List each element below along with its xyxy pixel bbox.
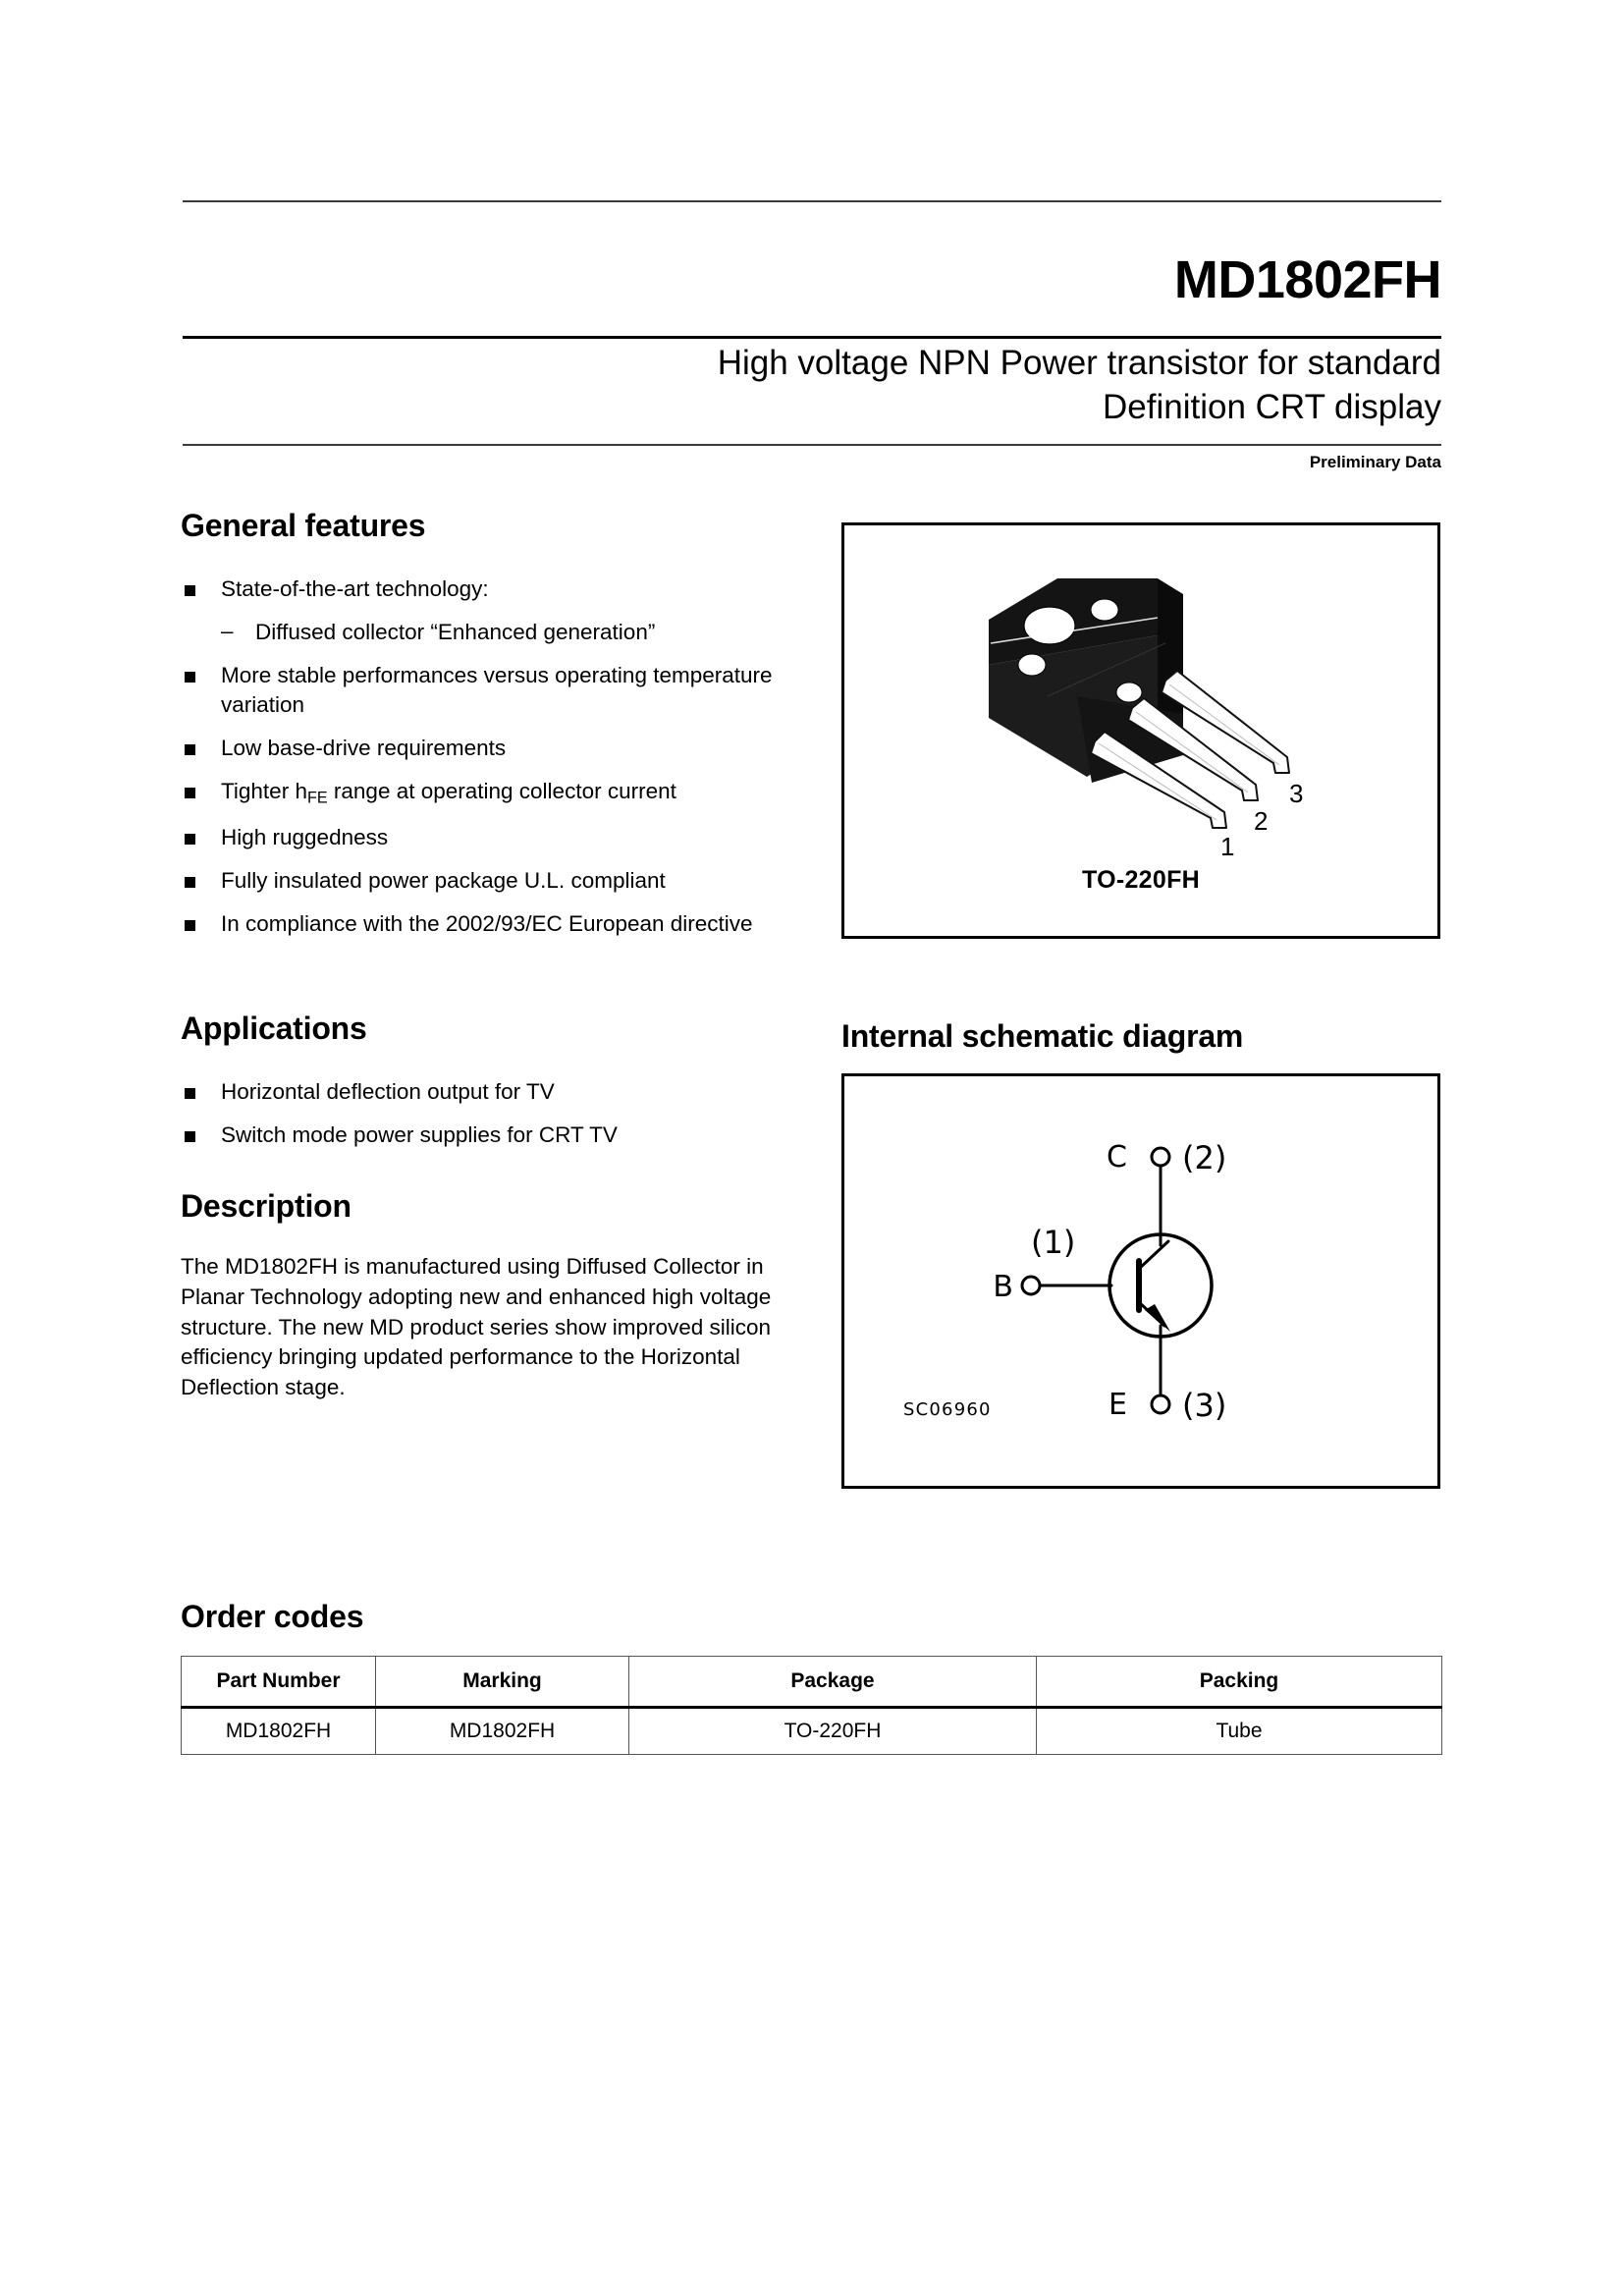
feature-sub-item: [181, 618, 809, 647]
pin-number-3: 3: [1289, 779, 1304, 808]
table-row: [182, 1708, 1442, 1755]
header-rule-middle: [183, 336, 1441, 339]
application-label: Switch mode power supplies for CRT TV: [221, 1121, 618, 1147]
subtitle-line-1: High voltage NPN Power transistor for standard: [717, 344, 1441, 382]
general-features-heading: General features: [181, 508, 426, 543]
table-header-row: [182, 1657, 1442, 1708]
order-codes-table: [181, 1656, 1442, 1755]
description-heading: Description: [181, 1188, 351, 1224]
npn-transistor-schematic: [844, 1076, 1437, 1486]
subtitle-line-2: Definition CRT display: [1103, 387, 1441, 426]
cell-part-number: MD1802FH: [182, 1708, 376, 1755]
application-item: [181, 1121, 809, 1150]
feature-label: Low base-drive requirements: [221, 735, 507, 760]
header-rule-bottom: [183, 444, 1441, 446]
package-figure-box: [841, 522, 1440, 939]
internal-schematic-heading: Internal schematic diagram: [841, 1018, 1244, 1054]
column-header-package: Package: [629, 1657, 1037, 1708]
package-caption: TO-220FH: [1081, 866, 1201, 894]
description-paragraph: The MD1802FH is manufactured using Diffused Collector in Planar Technology adopting new and enhanced high voltage structure. The new MD product series show improved silicon efficiency bringing updated performance to the Horizontal Deflection stage.: [181, 1254, 772, 1400]
pin-number-1: 1: [1220, 832, 1235, 861]
feature-label: High ruggedness: [221, 824, 389, 849]
feature-item-hfe: [181, 777, 809, 809]
feature-item: [181, 661, 809, 720]
column-header-part-number: Part Number: [182, 1657, 376, 1708]
feature-label: State-of-the-art technology:: [221, 576, 489, 601]
collector-terminal-icon: [1152, 1148, 1169, 1166]
page-title: MD1802FH: [1173, 250, 1441, 309]
applications-list: [181, 1077, 809, 1164]
to-220fh-package-illustration: [930, 549, 1352, 861]
application-item: [181, 1077, 809, 1107]
emitter-terminal-icon: [1152, 1395, 1169, 1413]
schematic-reference-code: SC06960: [903, 1399, 992, 1420]
feature-item: [181, 574, 809, 604]
description-body: [181, 1252, 809, 1403]
order-codes-heading: Order codes: [181, 1599, 364, 1634]
page-subtitle: [460, 342, 1441, 430]
emitter-arrow-icon: [1145, 1304, 1170, 1332]
applications-heading: Applications: [181, 1011, 367, 1046]
feature-item: [181, 823, 809, 852]
preliminary-data-label: Preliminary Data: [1309, 453, 1441, 471]
collector-pin-label: (2): [1182, 1139, 1227, 1176]
base-terminal-icon: [1022, 1277, 1040, 1294]
emitter-label: E: [1108, 1388, 1127, 1422]
feature-item: [181, 866, 809, 896]
feature-label-suffix: range at operating collector current: [327, 778, 676, 803]
column-header-marking: Marking: [376, 1657, 629, 1708]
internal-schematic-box: [841, 1073, 1440, 1489]
feature-item: [181, 909, 809, 939]
feature-label: Fully insulated power package U.L. compliant: [221, 867, 666, 893]
feature-label-prefix: Tighter h: [221, 778, 307, 803]
collector-label: C: [1107, 1140, 1127, 1175]
feature-sub-label: Diffused collector “Enhanced generation”: [255, 619, 656, 644]
feature-label: In compliance with the 2002/93/EC European directive: [221, 910, 753, 936]
column-header-packing: Packing: [1037, 1657, 1442, 1708]
base-pin-label: (1): [1031, 1224, 1076, 1261]
header-rule-top: [183, 200, 1441, 202]
hfe-subscript: FE: [306, 789, 328, 807]
base-label: B: [993, 1270, 1013, 1304]
emitter-pin-label: (3): [1182, 1387, 1227, 1424]
cell-package: TO-220FH: [629, 1708, 1037, 1755]
cell-marking: MD1802FH: [376, 1708, 629, 1755]
general-features-list: [181, 574, 809, 952]
feature-item: [181, 734, 809, 763]
application-label: Horizontal deflection output for TV: [221, 1079, 555, 1104]
feature-label: More stable performances versus operating temperature variation: [221, 662, 773, 717]
pin-number-2: 2: [1254, 806, 1269, 836]
cell-packing: Tube: [1037, 1708, 1442, 1755]
